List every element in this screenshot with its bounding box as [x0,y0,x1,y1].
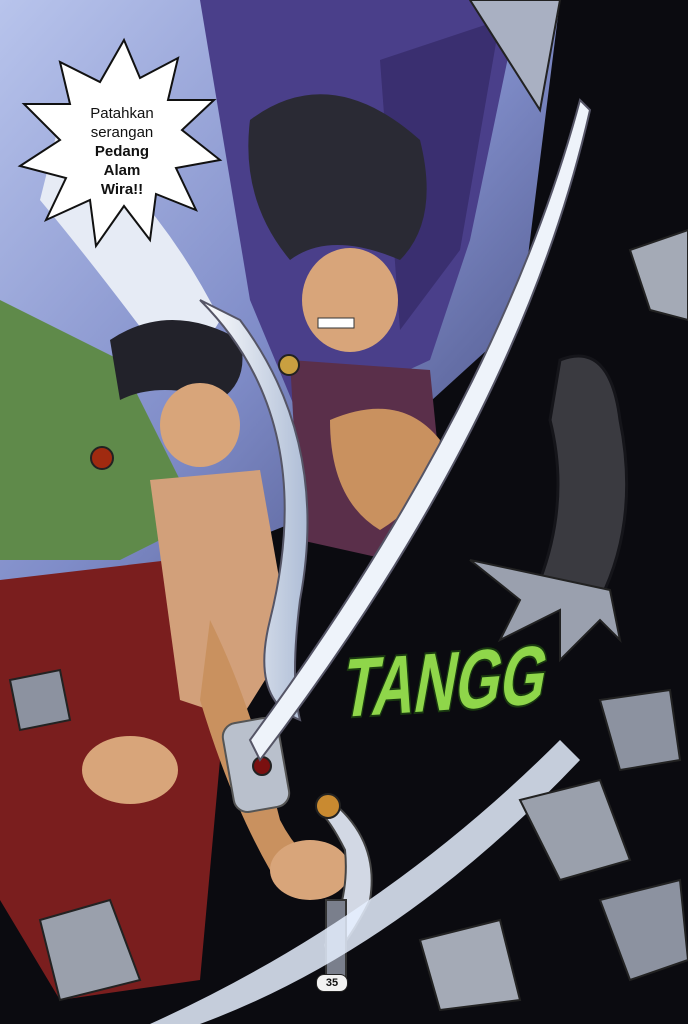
sword-pommel-gem [316,794,340,818]
speech-line-1: Patahkan [90,105,154,122]
debris-shard [10,670,70,730]
lower-warrior-fist-right [270,840,350,900]
upper-warrior-teeth [318,318,354,328]
speech-bubble-text [62,104,182,199]
page-number: 35 [316,974,348,992]
lower-warrior-hair [110,320,243,400]
upper-warrior-brooch [279,355,299,375]
speech-line-5: Wira!! [100,181,144,198]
lower-warrior-brooch [91,447,113,469]
lower-warrior-face [160,383,240,467]
speech-line-2: serangan [90,124,154,141]
upper-warrior-face [302,248,398,352]
lower-warrior-fist-left [82,736,178,804]
speech-line-3: Pedang [94,143,150,160]
sound-effect-text: TANGG [335,621,655,736]
sound-effect [335,560,655,800]
gauntlet-gem [253,757,271,775]
speech-line-4: Alam [103,162,141,179]
